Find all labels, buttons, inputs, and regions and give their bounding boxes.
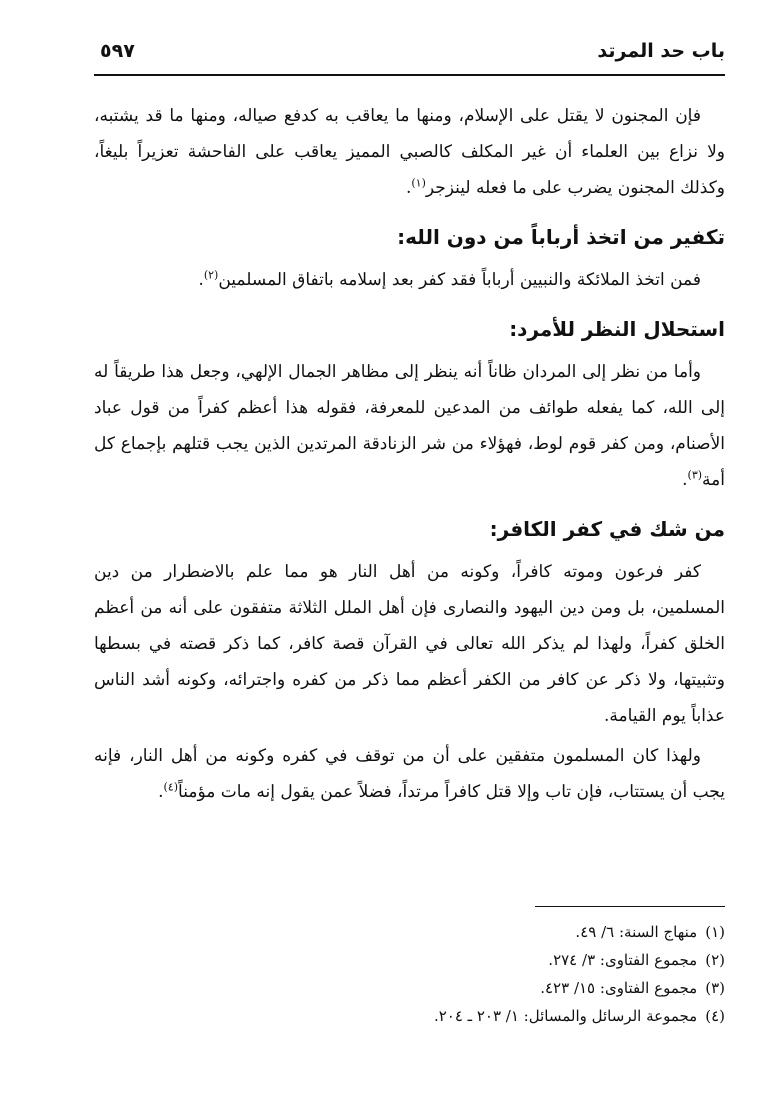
paragraph-pharaoh: كفر فرعون وموته كافراً، وكونه من أهل النار هو مما علم بالاضطرار من دين المسلمين، بل ومن دين اليهود والنصارى فإن أهل الملل الثلاثة متفقون على أنه من أعظم الخلق كفراً، ولهذا لم يذكر الله تعالى في القرآن قصة كافر، كما ذكر قصته في بسطها وتثبيتها، ولا ذكر عن كافر من الكفر أعظم مما ذكر من كفره واجترائه، وكونه أشد الناس عذاباً يوم القيامة.: [94, 562, 725, 726]
paragraph-end-mark: .: [405, 178, 412, 198]
paragraph-text: وأما من نظر إلى المردان ظاناً أنه ينظر إلى مظاهر الجمال الإلهي، وجعل هذا طريقاً له إلى الله، كما يفعله طوائف من المدعين للمعرفة، فقوله هذا أعظم كفراً من قول عباد الأصنام، ومن كفر قوم لوط، فهؤلاء من شر الزنادقة المرتدين الذين يجب قتلهم بإجماع كل أمة: [94, 362, 725, 490]
section-heading-lords: تكفير من اتخذ أرباباً من دون الله:: [397, 225, 725, 249]
paragraph-gaze: [94, 354, 725, 498]
paragraph-end-mark: .: [158, 782, 164, 802]
footnote-ref-3: (٣): [687, 468, 703, 482]
footnotes-list: [94, 918, 725, 1030]
section-heading-gaze: استحلال النظر للأمرد:: [509, 317, 725, 341]
footnote-ref-4: (٤): [163, 780, 179, 794]
footnote-number: (٢): [705, 951, 725, 969]
main-text: [94, 98, 725, 814]
footnote-item: [94, 1002, 725, 1030]
footnote-separator: [535, 906, 725, 907]
footnote-text: مجموع الفتاوى: ١٥/ ٤٢٣.: [540, 979, 698, 997]
paragraph-lords: [94, 262, 725, 298]
footnote-item: [94, 946, 725, 974]
paragraph-end-mark: .: [682, 470, 688, 490]
paragraph-text: فإن المجنون لا يقتل على الإسلام، ومنها ما يعاقب به كدفع صياله، ومنها ما قد يشتبه، ولا نزاع بين العلماء أن غير المكلف كالصبي المميز يعاقب على الفاحشة تعزيراً بليغاً، وكذلك المجنون يضرب على ما فعله لينزجر: [94, 106, 725, 198]
footnote-text: منهاج السنة: ٦/ ٤٩.: [575, 923, 698, 941]
paragraph-continuation: [94, 98, 725, 206]
page-number: ٥٩٧: [100, 40, 135, 62]
running-header-title: باب حد المرتد: [597, 40, 725, 62]
header-rule: [94, 74, 725, 76]
footnote-text: مجموعة الرسائل والمسائل: ١/ ٢٠٣ ـ ٢٠٤.: [433, 1007, 698, 1025]
footnote-item: [94, 918, 725, 946]
footnote-ref-2: (٢): [203, 268, 219, 282]
footnote-text: مجموع الفتاوى: ٣/ ٢٧٤.: [548, 951, 698, 969]
footnote-number: (٣): [705, 979, 725, 997]
paragraph-consensus: [94, 738, 725, 810]
footnote-item: [94, 974, 725, 1002]
paragraph-text: ولهذا كان المسلمون متفقين على أن من توقف في كفره وكونه من أهل النار، فإنه يجب أن يستتاب، فإن تاب وإلا قتل كافراً مرتداً، فضلاً عمن يقول إنه مات مؤمناً: [94, 746, 725, 802]
paragraph-end-mark: .: [198, 270, 204, 290]
footnote-number: (٤): [705, 1007, 725, 1025]
paragraph-text: فمن اتخذ الملائكة والنبيين أرباباً فقد كفر بعد إسلامه باتفاق المسلمين: [218, 270, 701, 290]
footnote-ref-1: (١): [411, 176, 426, 190]
section-heading-doubt: من شك في كفر الكافر:: [489, 517, 725, 541]
footnote-number: (١): [705, 923, 725, 941]
